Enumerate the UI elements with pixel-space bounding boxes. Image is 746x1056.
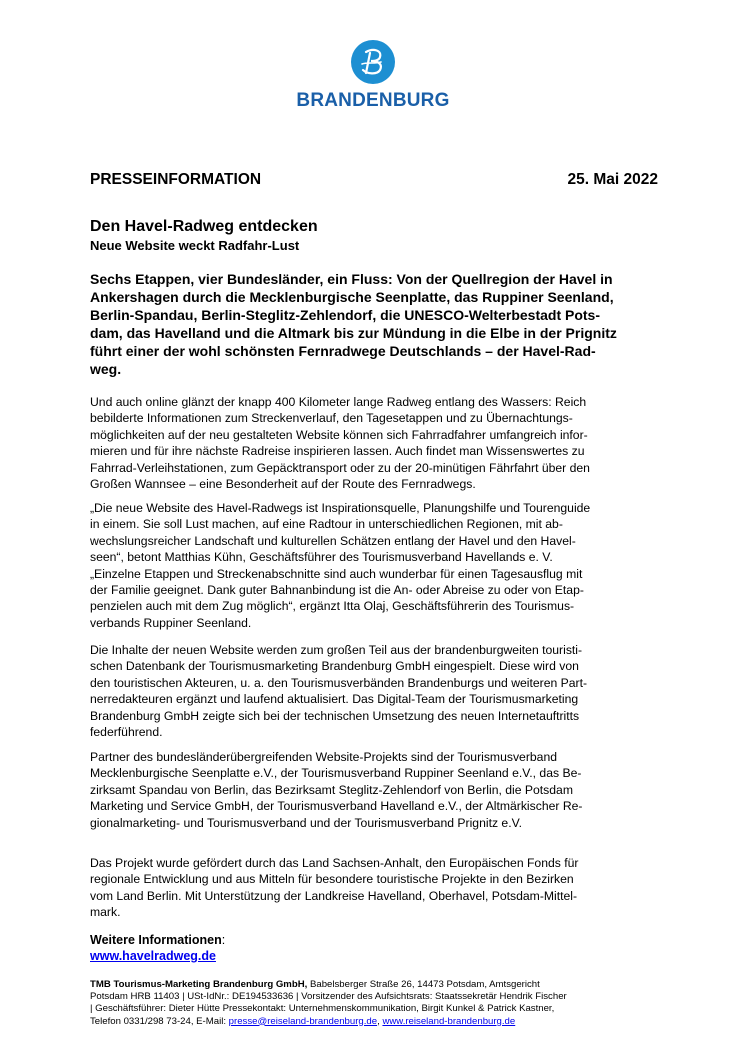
body-line: Brandenburg GmbH zeigte sich bei der technischen Umsetzung des neuen Internetauftritts xyxy=(90,708,580,723)
body-line: der Familie geeignet. Dank guter Bahnanbindung ist die An- oder Abreise zu oder von Etap- xyxy=(90,583,584,598)
article-title: Den Havel-Radweg entdecken xyxy=(90,218,318,235)
body-paragraph-5 xyxy=(90,855,658,921)
body-line: mieren und für ihre nächste Radreise inspirieren lassen. Auch findet man Wissenswertes zu xyxy=(90,444,585,459)
body-line: Die Inhalte der neuen Website werden zum großen Teil aus der brandenburgweiten touristi- xyxy=(90,643,583,657)
havelradweg-link[interactable]: www.havelradweg.de xyxy=(90,949,216,963)
body-line: zirksamt Spandau von Berlin, das Bezirksamt Steglitz-Zehlendorf von Berlin, die Potsdam xyxy=(90,782,573,797)
body-paragraph-4 xyxy=(90,749,658,831)
body-line: Und auch online glänzt der knapp 400 Kilometer lange Radweg entlang des Wassers: Reich xyxy=(90,395,587,409)
more-info-label-text: Weitere Informationen xyxy=(90,933,222,947)
body-paragraph-3 xyxy=(90,642,658,740)
body-line: Fahrrad-Verleihstationen, zum Gepäcktransport oder zu der 20-minütigen Fährfahrt über den xyxy=(90,460,590,475)
body-line: „Die neue Website des Havel-Radwegs ist Inspirationsquelle, Planungshilfe und Tourenguide xyxy=(90,501,591,515)
footer-line-3: | Geschäftsführer: Dieter Hütte Pressekontakt: Unternehmenskommunikation, Birgit Kunkel & Patrick Kastner, xyxy=(90,1003,555,1015)
more-info-label xyxy=(90,933,225,947)
body-line: Marketing und Service GmbH, der Tourismusverband Havelland e.V., der Altmärkischer Re- xyxy=(90,799,583,814)
body-line: möglichkeiten auf der neu gestalteten Website können sich Fahrradfahrer umfangreich infor- xyxy=(90,427,588,442)
footer-line-1 xyxy=(90,979,658,991)
lead-paragraph xyxy=(90,270,658,378)
body-line: penzielen auch mit dem Zug möglich“, ergänzt Itta Olaj, Geschäftsführerin des Tourismus- xyxy=(90,599,575,614)
press-label: PRESSEINFORMATION xyxy=(90,171,262,188)
brandenburg-emblem-icon xyxy=(351,40,395,84)
body-line: „Einzelne Etappen und Streckenabschnitte sind auch wunderbar für einen Tagesausflug mit xyxy=(90,566,583,581)
footer-line-4 xyxy=(90,1016,658,1028)
footer-website-link[interactable]: www.reiseland-brandenburg.de xyxy=(382,1015,516,1027)
body-line: bebilderte Informationen zum Streckenverlauf, den Tagesetappen und zu Übernachtungs- xyxy=(90,411,573,426)
press-date: 25. Mai 2022 xyxy=(567,171,658,188)
body-line: nerredakteuren ergänzt und laufend aktualisiert. Das Digital-Team der Tourismusmarketing xyxy=(90,692,579,707)
body-line: federführend. xyxy=(90,725,163,740)
lead-line: Ankershagen durch die Mecklenburgische Seenplatte, das Ruppiner Seenland, xyxy=(90,289,614,305)
brandenburg-logo xyxy=(290,40,456,116)
lead-line: dam, das Havelland und die Altmark bis zur Mündung in die Elbe in der Prignitz xyxy=(90,325,617,341)
body-line: Mecklenburgische Seenplatte e.V., der Tourismusverband Ruppiner Seenland e.V., das Be- xyxy=(90,766,582,781)
body-line: gionalmarketing- und Tourismusverband und der Tourismusverband Prignitz e.V. xyxy=(90,815,522,830)
press-header xyxy=(90,171,658,189)
footer-phone: Telefon 0331/298 73-24, E-Mail: xyxy=(90,1015,229,1027)
body-line: Großen Wannsee – eine Besonderheit auf der Route des Fernradwegs. xyxy=(90,477,476,492)
body-paragraph-1 xyxy=(90,394,658,492)
body-line: wechslungsreicher Landschaft und kulturellen Schätzen entlang der Havel und den Havel- xyxy=(90,533,576,548)
logo-wordmark: BRANDENBURG xyxy=(296,90,450,111)
article-subtitle: Neue Website weckt Radfahr-Lust xyxy=(90,238,300,253)
footer-company: TMB Tourismus-Marketing Brandenburg GmbH, xyxy=(90,979,308,990)
body-line: schen Datenbank der Tourismusmarketing Brandenburg GmbH eingespielt. Diese wird von xyxy=(90,659,579,674)
body-line: seen“, betont Matthias Kühn, Geschäftsführer des Tourismusverband Havellands e. V. xyxy=(90,550,553,565)
lead-line: führt einer der wohl schönsten Fernradwege Deutschlands – der Havel-Rad- xyxy=(90,343,596,359)
body-paragraph-2 xyxy=(90,500,658,631)
body-line: mark. xyxy=(90,905,121,920)
footer-email-link[interactable]: presse@reiseland-brandenburg.de xyxy=(228,1015,378,1027)
footer-line-2: Potsdam HRB 11403 | USt-IdNr.: DE194533636 | Vorsitzender des Aufsichtsrats: Staatssekretär Hendrik Fischer xyxy=(90,991,567,1003)
body-line: vom Land Berlin. Mit Unterstützung der Landkreise Havelland, Oberhavel, Potsdam-Mittel- xyxy=(90,888,578,903)
more-info-colon: : xyxy=(221,933,226,947)
footer-address: Babelsberger Straße 26, 14473 Potsdam, Amtsgericht xyxy=(307,979,540,990)
body-line: in einem. Sie soll Lust machen, auf eine Radtour in unterschiedlichen Regionen, mit ab- xyxy=(90,517,563,532)
body-line: regionale Entwicklung und aus Mitteln für besondere touristische Projekte in den Bezirken xyxy=(90,872,574,887)
lead-line: weg. xyxy=(90,361,122,377)
lead-line: Berlin-Spandau, Berlin-Steglitz-Zehlendorf, die UNESCO-Welterbestadt Pots- xyxy=(90,307,601,323)
body-line: Partner des bundesländerübergreifenden Website-Projekts sind der Tourismusverband xyxy=(90,750,558,764)
body-line: Das Projekt wurde gefördert durch das Land Sachsen-Anhalt, den Europäischen Fonds für xyxy=(90,856,579,870)
body-line: verbands Ruppiner Seenland. xyxy=(90,615,252,630)
footer-separator: , xyxy=(377,1015,383,1027)
lead-line: Sechs Etappen, vier Bundesländer, ein Fluss: Von der Quellregion der Havel in xyxy=(90,271,613,287)
footer-imprint xyxy=(90,979,658,1028)
body-line: den touristischen Akteuren, u. a. den Tourismusverbänden Brandenburgs und weiteren Part- xyxy=(90,675,588,690)
